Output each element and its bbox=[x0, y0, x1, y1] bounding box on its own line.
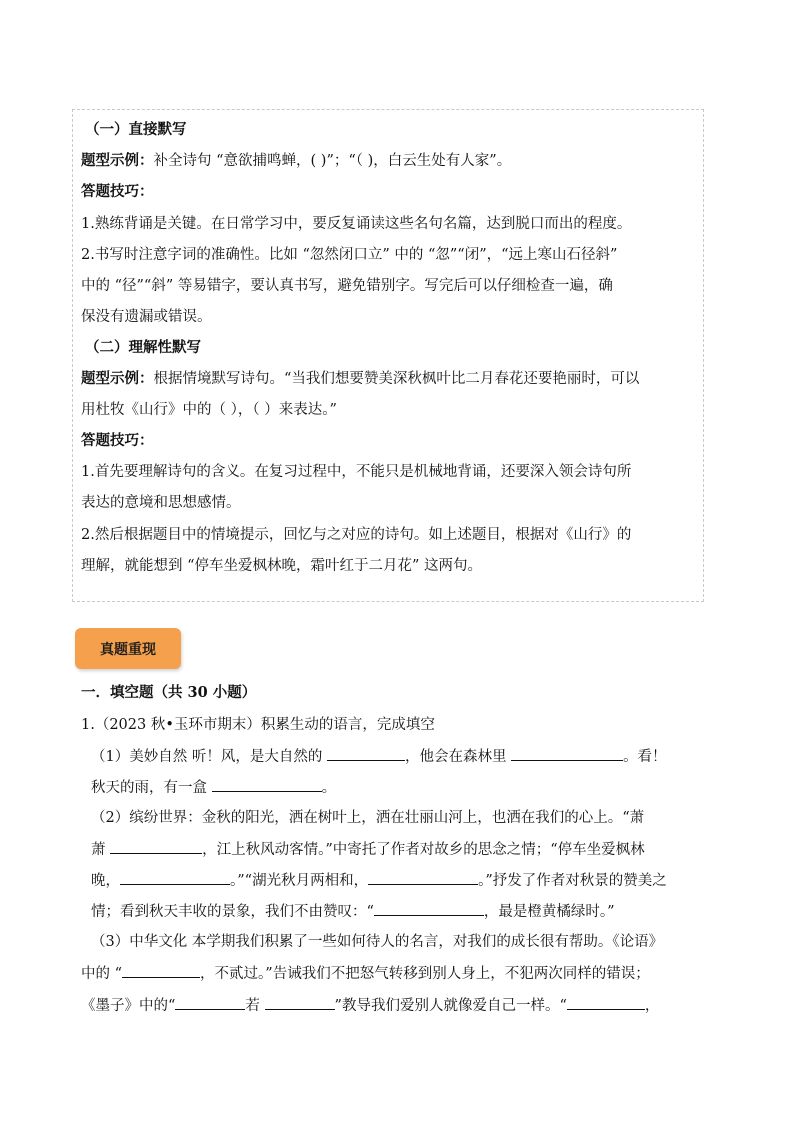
answer-blank[interactable] bbox=[120, 870, 230, 885]
tip-paragraph: 1.首先要理解诗句的含义。在复习过程中，不能只是机械地背诵，还要深入领会诗句所 bbox=[81, 464, 632, 480]
answer-blank[interactable] bbox=[265, 995, 335, 1010]
skill-label: 答题技巧： bbox=[81, 432, 154, 449]
question-line: 情；看到秋天丰收的景象，我们不由赞叹：“ ，最是橙黄橘绿时。” bbox=[91, 901, 615, 922]
example-line bbox=[81, 369, 639, 389]
question-intro: 1.（2023 秋•玉环市期末）积累生动的语言，完成填空 bbox=[81, 717, 435, 733]
section-heading-understanding: （二）理解性默写 bbox=[85, 339, 201, 356]
skill-label: 答题技巧： bbox=[81, 183, 154, 200]
answer-blank[interactable] bbox=[175, 995, 245, 1010]
answer-blank[interactable] bbox=[374, 901, 484, 916]
tip-paragraph: 中的 “径”“斜” 等易错字，要认真书写，避免错别字。写完后可以仔细检查一遍，确 bbox=[81, 278, 613, 294]
example-line bbox=[81, 151, 511, 171]
question-line: （3）中华文化 本学期我们积累了一些如何待人的名言，对我们的成长很有帮助。《论语》 bbox=[91, 934, 664, 950]
answer-blank[interactable] bbox=[327, 746, 405, 761]
question-line: 晚， 。”“湖光秋月两相和， 。”抒发了作者对秋景的赞美之 bbox=[91, 870, 667, 891]
tip-paragraph: 理解，就能想到 “停车坐爱枫林晚，霜叶红于二月花” 这两句。 bbox=[81, 558, 483, 574]
question-section-title: 一．填空题（共 30 小题） bbox=[81, 684, 257, 701]
question-line: （1）美妙自然 听！风，是大自然的 ，他会在森林里 。看！ bbox=[91, 746, 667, 767]
example-text: 补全诗句 “意欲捕鸣蝉，( )”；“（ )，白云生处有人家”。 bbox=[153, 153, 512, 169]
example-label: 题型示例： bbox=[81, 152, 154, 169]
question-line: 《墨子》中的“ 若 ”教导我们爱别人就像爱自己一样。“ ， bbox=[81, 995, 659, 1016]
tip-paragraph: 2.书写时注意字词的准确性。比如 “忽然闭口立” 中的 “忽”“闭”，“远上寒山石径斜” bbox=[81, 247, 618, 263]
answer-blank[interactable] bbox=[567, 995, 645, 1010]
answer-blank[interactable] bbox=[511, 746, 623, 761]
answer-blank[interactable] bbox=[212, 777, 322, 792]
section-heading-direct: （一）直接默写 bbox=[85, 121, 187, 138]
tip-paragraph: 表达的意境和思想感情。 bbox=[81, 495, 241, 511]
example-text: 根据情境默写诗句。“当我们想要赞美深秋枫叶比二月春花还要艳丽时，可以 bbox=[153, 371, 640, 387]
tip-paragraph: 1.熟练背诵是关键。在日常学习中，要反复诵读这些名句名篇，达到脱口而出的程度。 bbox=[81, 216, 632, 232]
example-line: 用杜牧《山行》中的（ ），（ ）来表达。” bbox=[81, 402, 337, 418]
example-label: 题型示例： bbox=[81, 370, 154, 387]
answer-blank[interactable] bbox=[122, 963, 200, 978]
question-line: 秋天的雨，有一盒 。 bbox=[91, 777, 336, 798]
tip-paragraph: 保没有遗漏或错误。 bbox=[81, 309, 212, 325]
question-line: 中的 “ ，不贰过。”告诫我们不把怒气转移到别人身上，不犯两次同样的错误； bbox=[81, 963, 650, 984]
question-line: （2）缤纷世界：金秋的阳光，洒在树叶上，洒在壮丽山河上，也洒在我们的心上。“萧 bbox=[91, 810, 645, 826]
answer-blank[interactable] bbox=[110, 839, 202, 854]
tip-paragraph: 2.然后根据题目中的情境提示，回忆与之对应的诗句。如上述题目，根据对《山行》的 bbox=[81, 527, 632, 543]
real-exam-badge: 真题重现 bbox=[75, 628, 181, 669]
answer-blank[interactable] bbox=[368, 870, 478, 885]
question-line: 萧 ，江上秋风动客情。”中寄托了作者对故乡的思念之情；“停车坐爱枫林 bbox=[91, 839, 645, 860]
